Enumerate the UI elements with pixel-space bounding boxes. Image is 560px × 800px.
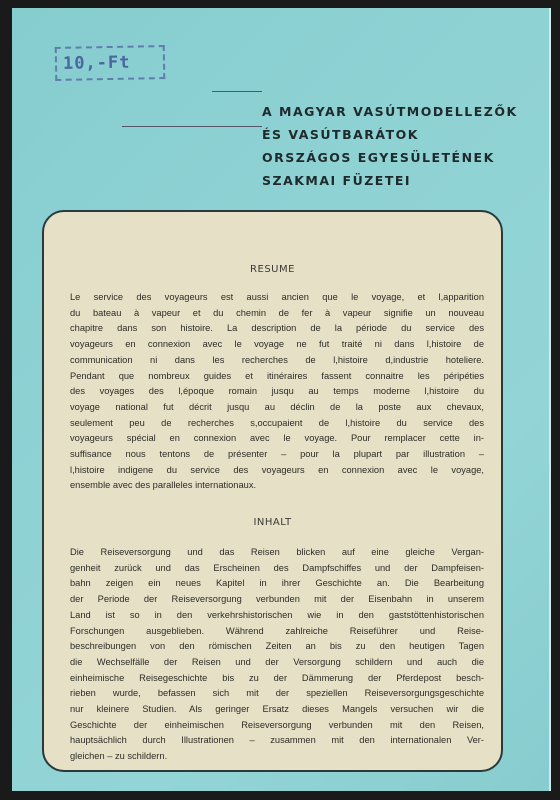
text-line: voyageurs spécial en connexion avec le voyage. Pour remplacer cette in- [70,433,484,444]
text-line: Die Reiseversorgung und das Reisen blicken auf eine gleiche Vergan- [70,547,484,557]
summary-panel [42,210,503,772]
resume-heading: RESUME [250,264,295,275]
series-title [262,100,518,192]
inhalt-heading: INHALT [253,517,292,528]
text-line: voyageurs en connexion avec le voyage ne fut traité ni dans l,histoire de [70,339,484,350]
text-line: die Wechselfälle der Reisen und der Versorgung schildern und auch die [70,656,484,667]
resume-text [70,290,484,494]
text-line: du bateau à vapeur et du chemin de fer à vapeur signifie un nouveau [70,307,484,318]
text-line: Geschichte der einheimischen Reiseversorgung verbunden mit den Reisen, [70,719,484,730]
title-line: ORSZÁGOS EGYESÜLETÉNEK [262,150,495,165]
text-line: einheimische Reisegeschichte bis zu der Dämmerung der Pferdepost besch- [70,672,484,683]
text-line: der Periode der Reiseversorgung verbunden mit der Eisenbahn in unserem [70,594,484,605]
text-line: voyage national fut décrit jusqu au déclin de la poste aux chevaux, [70,401,484,412]
text-line: suffisance nous tentons de présenter – pour la plupart par illustration – [70,449,484,460]
text-line: genheit zurück und das Erscheinen des Dampfschiffes und der Dampfeisen- [70,562,484,573]
text-line: des voyages des l,époque romain jusqu au temps moderne l,histoire du [70,386,484,397]
title-line: A MAGYAR VASÚTMODELLEZŐK [262,104,518,119]
text-line: Forschungen ausgeblieben. Während zahlreiche Reiseführer und Reise- [70,625,484,636]
text-line: beschreibungen von den römischen Zeiten an bis zu den heutigen Tagen [70,641,484,652]
text-line: seulement peu de recherches s,occupaient de l,histoire du service des [70,417,484,428]
text-line: nur kleinere Studien. Als geringer Ersatz dieses Mangels versuchen wir die [70,704,484,715]
text-line: communication ni dans les recherches de l,histoire d,industrie hoteliere. [70,354,484,365]
title-rule [212,91,262,92]
text-line: rieben wurde, befassen sich mit der speziellen Reiseversorgungsgeschichte [70,688,484,699]
title-line: ÉS VASÚTBARÁTOK [262,127,419,142]
text-line: bahn zeigen ein neues Kapitel in ihrer Geschichte an. Die Bearbeitung [70,578,484,589]
text-line: l,histoire indigene du service des voyageurs en connexion avec le voyage, [70,464,484,475]
title-line: SZAKMAI FÜZETEI [262,173,412,188]
text-line: gleichen – zu schildern. [70,751,168,762]
text-line: Pendant que nombreux guides et itinéraires fassent connaitre les péripéties [70,370,484,381]
price-stamp: 10,-Ft [55,45,166,81]
text-line: hauptsächlich durch Illustrationen – zusammen mit den internationalen Ver- [70,735,484,746]
text-line: Land ist so in den verkehrshistorischen wie in den gaststöttenhistorischen [70,609,484,620]
text-line: chapitre dans son histoire. La description de la période du service des [70,323,484,334]
title-rule [122,126,262,127]
text-line: Le service des voyageurs est aussi ancien que le voyage, et l,apparition [70,292,484,302]
text-line: ensemble avec des paralleles internationaux. [70,480,257,491]
inhalt-text [70,545,484,765]
